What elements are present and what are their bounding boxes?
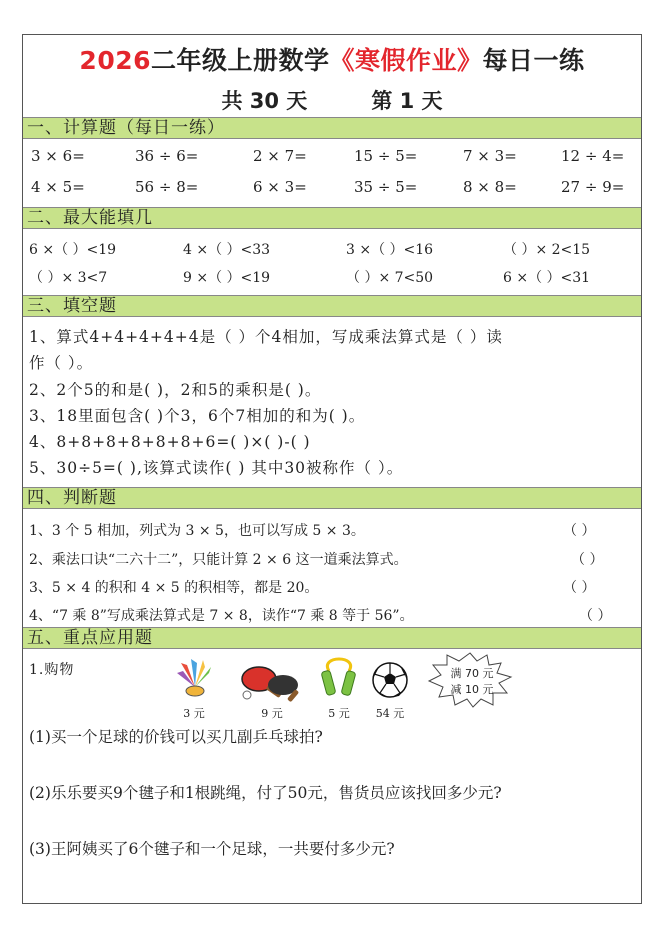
title-year: 2026 [79,46,152,75]
shuttlecock-icon [173,657,217,701]
judge-item: 2、乘法口诀“二六十二”，只能计算 2 × 6 这一道乘法算式。 [29,552,408,568]
section5-heading: 五、重点应用题 [23,627,641,649]
title-highlight: 《寒假作业》 [329,46,483,75]
title-main: 二年级上册数学 [151,46,330,75]
judge-item: 3、5 × 4 的积和 4 × 5 的积相等，都是 20。 [29,580,319,596]
fill-item: （ ）× 3<7 [29,270,108,286]
calc-row-1 [23,147,641,171]
fill-item: 4 ×（ ）<33 [183,242,271,258]
worksheet [22,34,642,904]
judge-answer: （ ） [563,523,596,539]
calc-item: 2 × 7= [253,147,307,165]
calc-item: 8 × 8= [463,178,517,196]
fill-blank-line: 3、18里面包含( )个3，6个7相加的和为( )。 [29,407,366,425]
fill-item: 3 ×（ ）<16 [346,242,434,258]
page-title [23,41,641,77]
calc-item: 27 ÷ 9= [561,178,625,196]
calc-row-2 [23,178,641,202]
calc-item: 15 ÷ 5= [354,147,418,165]
fill-blank-line: 1、算式4+4+4+4+4是（ ）个4相加，写成乘法算式是（ ）读 [29,328,503,346]
fill-item: 9 ×（ ）<19 [183,270,271,286]
section1-heading: 一、计算题（每日一练） [23,117,641,139]
calc-item: 4 × 5= [31,178,85,196]
ping-pong-paddle-icon [239,663,303,703]
shopping-label: 1.购物 [29,662,75,678]
judge-answer: （ ） [571,552,604,568]
day-counter [23,85,641,115]
promo-line-2: 减 10 元 [450,683,494,696]
calc-item: 7 × 3= [463,147,517,165]
fill-row-2 [23,267,641,291]
soccer-ball-icon [371,661,409,699]
fill-blank-line: 5、30÷5=( ),该算式读作( ) 其中30被称作（ ）。 [29,459,404,477]
total-days: 共 30 天 [221,89,308,113]
judge-item: 4、“7 乘 8”写成乘法算式是 7 × 8，读作“7 乘 8 等于 56”。 [29,608,414,624]
fill-blank-line: 4、8+8+8+8+8+8+6=( )×( )-( ) [29,433,311,451]
fill-item: （ ）× 2<15 [503,242,591,258]
price-label: 3 元 [183,707,205,720]
price-label: 9 元 [261,707,283,720]
fill-item: （ ）× 7<50 [346,270,434,286]
calc-item: 6 × 3= [253,178,307,196]
fill-blank-line: 2、2个5的和是( )，2和5的乘积是( )。 [29,381,322,399]
application-question: (1)买一个足球的价钱可以买几副乒乓球拍? [29,728,323,746]
calc-item: 35 ÷ 5= [354,178,418,196]
fill-row-1 [23,239,641,263]
current-day: 第 1 天 [371,89,443,113]
section4-heading: 四、判断题 [23,487,641,509]
section2-heading: 二、最大能填几 [23,207,641,229]
judge-answer: （ ） [579,608,612,624]
calc-item: 12 ÷ 4= [561,147,625,165]
judge-answer: （ ） [563,580,596,596]
calc-item: 56 ÷ 8= [135,178,199,196]
calc-item: 36 ÷ 6= [135,147,199,165]
section3-heading: 三、填空题 [23,295,641,317]
jump-rope-icon [319,655,359,703]
fill-item: 6 ×（ ）<31 [503,270,591,286]
judge-item: 1、3 个 5 相加，列式为 3 × 5，也可以写成 5 × 3。 [29,523,365,539]
application-question: (3)王阿姨买了6个毽子和一个足球，一共要付多少元? [29,840,395,858]
calc-item: 3 × 6= [31,147,85,165]
title-tail: 每日一练 [482,46,585,75]
price-label: 54 元 [375,707,405,720]
price-label: 5 元 [328,707,350,720]
fill-blank-line: 作（ ）。 [29,354,94,372]
fill-item: 6 ×（ ）<19 [29,242,117,258]
promo-line-1: 满 70 元 [450,667,494,680]
application-question: (2)乐乐要买9个毽子和1根跳绳，付了50元，售货员应该找回多少元? [29,784,502,802]
